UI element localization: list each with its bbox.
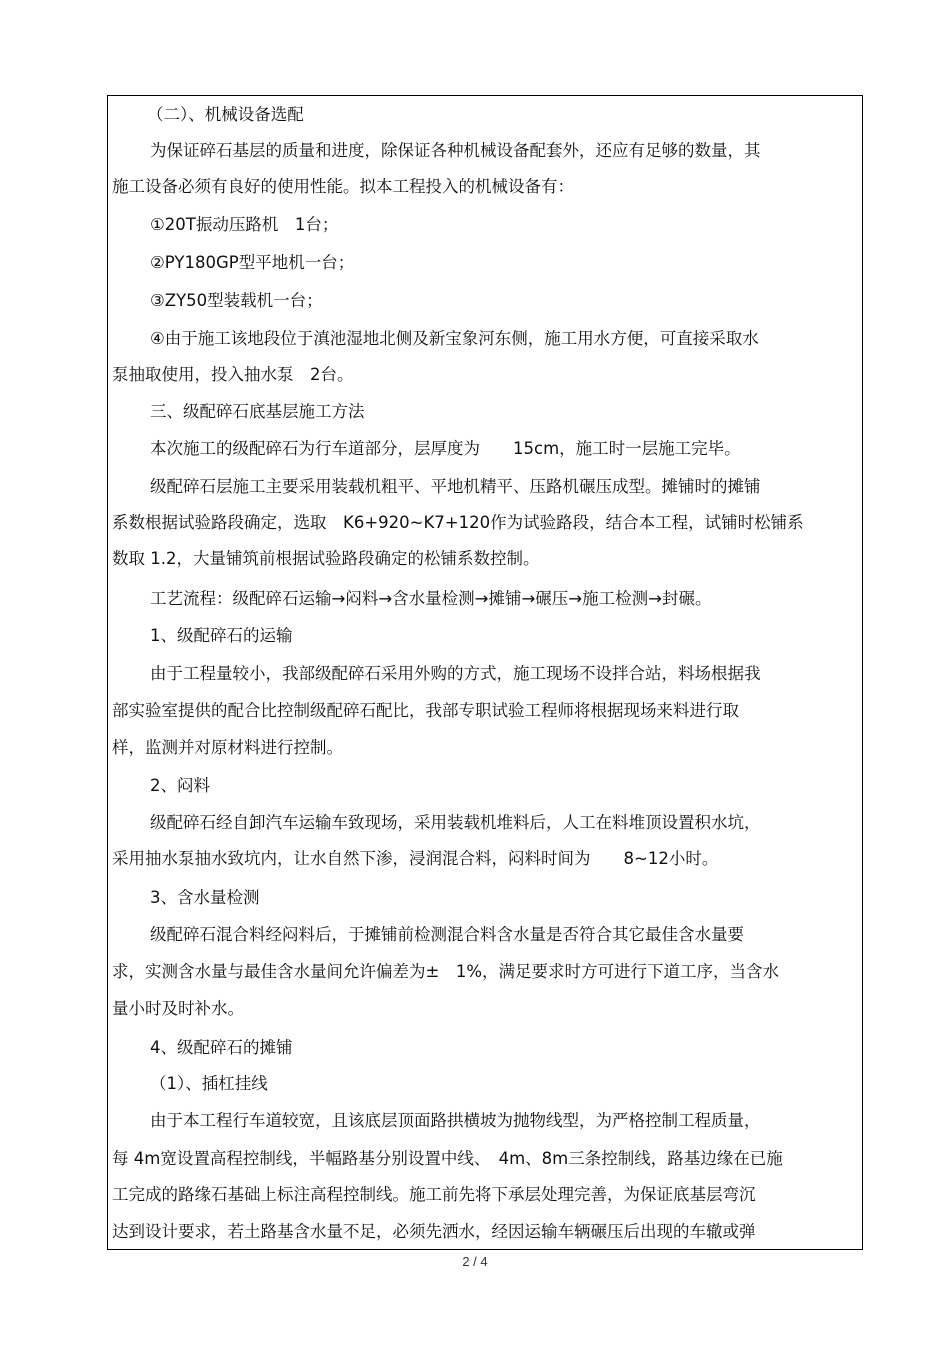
paragraph-line: 工完成的路缘石基础上标注高程控制线。施工前先将下承层处理完善，为保证底基层弯沉 (112, 1185, 756, 1204)
list-item: ③ZY50型装载机一台； (150, 291, 323, 310)
process-flow: 工艺流程：级配碎石运输→闷料→含水量检测→摊铺→碾压→施工检测→封碾。 (150, 589, 712, 608)
paragraph-line: 部实验室提供的配合比控制级配碎石配比，我部专职试验工程师将根据现场来料进行取 (112, 701, 739, 720)
paragraph-line: 量小时及时补水。 (112, 999, 244, 1018)
subsection-heading: 2、闷料 (150, 776, 210, 795)
paragraph-line: 泵抽取使用，投入抽水泵 2台。 (112, 365, 354, 384)
list-item: ④由于施工该地段位于滇池湿地北侧及新宝象河东侧，施工用水方便，可直接采取水 (150, 329, 759, 348)
paragraph-line: 级配碎石经自卸汽车运输车致现场，采用装载机堆料后，人工在料堆顶设置积水坑， (150, 813, 761, 832)
subsection-heading: 3、含水量检测 (150, 888, 260, 907)
paragraph-line: 为保证碎石基层的质量和进度，除保证各种机械设备配套外，还应有足够的数量，其 (150, 141, 761, 160)
list-item: ②PY180GP型平地机一台； (150, 253, 355, 272)
paragraph-line: 数取 1.2，大量铺筑前根据试验路段确定的松铺系数控制。 (112, 549, 540, 568)
paragraph-line: 达到设计要求，若土路基含水量不足，必须先洒水，经因运输车辆碾压后出现的车辙或弹 (112, 1222, 756, 1241)
paragraph-line: 由于工程量较小，我部级配碎石采用外购的方式，施工现场不设拌合站，料场根据我 (150, 664, 761, 683)
paragraph-line: 级配碎石层施工主要采用装载机粗平、平地机精平、压路机碾压成型。摊铺时的摊铺 (150, 477, 761, 496)
paragraph-line: 级配碎石混合料经闷料后，于摊铺前检测混合料含水量是否符合其它最佳含水量要 (150, 925, 744, 944)
paragraph-line: 本次施工的级配碎石为行车道部分，层厚度为 15cm，施工时一层施工完毕。 (150, 439, 741, 458)
paragraph-line: 系数根据试验路段确定，选取 K6+920~K7+120作为试验路段，结合本工程，试铺时松铺系 (112, 513, 804, 532)
subsection-heading: （1）、插杠挂线 (150, 1074, 268, 1093)
paragraph-line: 求，实测含水量与最佳含水量间允许偏差为± 1%，满足要求时方可进行下道工序，当含水 (112, 962, 780, 981)
subsection-heading: 4、级配碎石的摊铺 (150, 1038, 293, 1057)
paragraph-line: 施工设备必须有良好的使用性能。拟本工程投入的机械设备有： (112, 177, 574, 196)
paragraph-line: 由于本工程行车道较宽，且该底层顶面路拱横坡为抛物线型，为严格控制工程质量， (150, 1111, 761, 1130)
heading-machinery: （二）、机械设备选配 (147, 105, 304, 124)
paragraph-line: 样，监测并对原材料进行控制。 (112, 738, 343, 757)
paragraph-line: 每 4m宽设置高程控制线，半幅路基分别设置中线、 4m、8m三条控制线，路基边缘在已施 (112, 1149, 783, 1168)
page-number: 2 / 4 (462, 1254, 488, 1269)
section-heading: 三、级配碎石底基层施工方法 (150, 402, 365, 421)
subsection-heading: 1、级配碎石的运输 (150, 626, 293, 645)
list-item: ①20T振动压路机 1台； (150, 215, 339, 234)
paragraph-line: 采用抽水泵抽水致坑内，让水自然下渗，浸润混合料，闷料时间为 8~12小时。 (112, 849, 719, 868)
